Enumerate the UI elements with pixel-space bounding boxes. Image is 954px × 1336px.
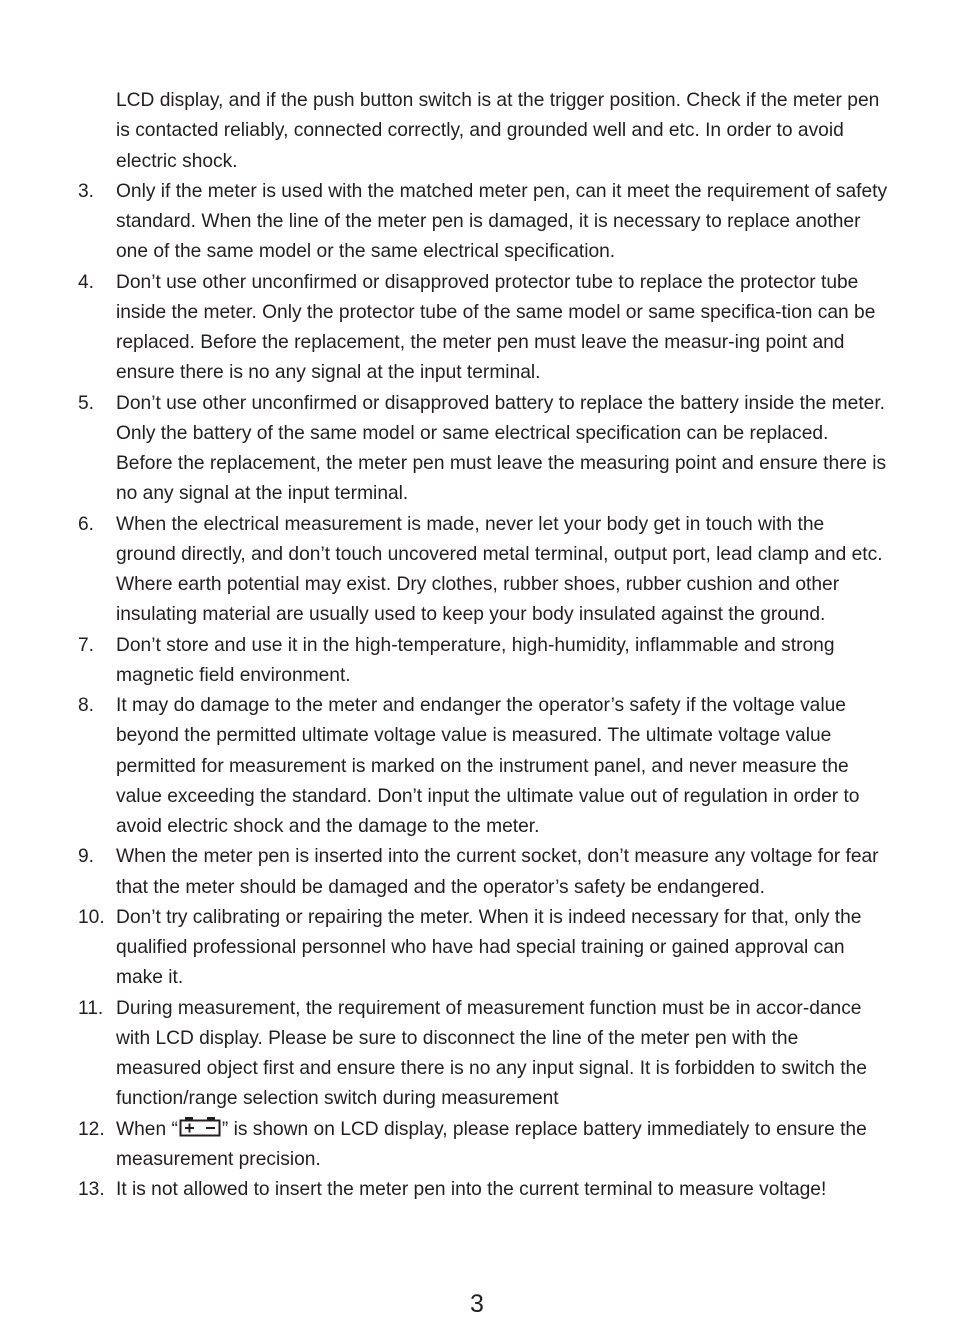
item-text: Only if the meter is used with the matched meter pen, can it meet the requirement of safety standard. When the line of the meter pen is damaged, it is necessary to replace another one of the same model or the same electrical specification. — [116, 180, 888, 263]
safety-instructions — [78, 86, 888, 1205]
item-text: Don’t use other unconfirmed or disapproved protector tube to replace the protector tube inside the meter. Only the protector tube of the same model or same specifica-tion can be replaced. Before the replacement, the meter pen must leave the measur-ing point and ensure there is no any signal at the input terminal. — [116, 271, 876, 384]
item-number: 10. — [78, 906, 105, 928]
list-item — [78, 177, 888, 268]
list-item — [78, 389, 888, 510]
item-text: Don’t store and use it in the high-temperature, high-humidity, inflammable and strong magnetic field environment. — [116, 634, 835, 686]
item-number: 6. — [78, 513, 95, 535]
item-number: 12. — [78, 1118, 105, 1140]
battery-icon — [179, 1117, 221, 1137]
list-item — [78, 510, 888, 631]
list-item — [78, 1115, 888, 1176]
list-item — [78, 1175, 888, 1205]
item-number: 8. — [78, 695, 95, 716]
continued-paragraph: LCD display, and if the push button switch is at the trigger position. Check if the meter pen is contacted reliably, connected correctly, and grounded well and etc. In order to avoid electric shock. — [116, 90, 880, 172]
item-text: Don’t try calibrating or repairing the meter. When it is indeed necessary for that, only the qualified professional personnel who have had special training or gained approval can make it. — [116, 906, 862, 989]
item-text: When the meter pen is inserted into the current socket, don’t measure any voltage for fear that the meter should be damaged and the operator’s safety be endangered. — [116, 846, 879, 898]
item-text: Don’t use other unconfirmed or disapproved battery to replace the battery inside the meter. Only the battery of the same model or same electrical specification can be replaced. Before the replacement, the meter pen must leave the measuring point and ensure there is no any signal at the input terminal. — [116, 392, 887, 505]
list-item — [78, 691, 888, 842]
item-number: 7. — [78, 634, 95, 656]
item-text: It may do damage to the meter and endanger the operator’s safety if the voltage value beyond the permitted ultimate voltage value is measured. The ultimate voltage value permitted for measurement is marked on the instrument panel, and never measure the value exceeding the standard. Don’t input the ultimate value out of regulation in order to avoid electric shock and the damage to the meter. — [116, 695, 860, 837]
item-text: During measurement, the requirement of measurement function must be in accor-dance with LCD display. Please be sure to disconnect the line of the meter pen with the measured object first and ensure there is no any input signal. It is forbidden to switch the function/range selection switch during measurement — [116, 997, 867, 1110]
item-number: 13. — [78, 1179, 105, 1200]
item-text: When “ — [116, 1118, 178, 1140]
item-text: ” is shown on LCD display, please replace battery immediately to ensure the measurement precision. — [116, 1118, 867, 1170]
item-text: It is not allowed to insert the meter pen into the current terminal to measure voltage! — [116, 1179, 827, 1200]
list-item — [78, 842, 888, 903]
list-item — [78, 994, 888, 1115]
item-number: 5. — [78, 392, 95, 414]
page-number: 3 — [470, 1290, 484, 1318]
list-item — [78, 631, 888, 692]
item-text: When the electrical measurement is made, never let your body get in touch with the ground directly, and don’t touch uncovered metal terminal, output port, lead clamp and etc. Where earth potential may exist. Dry clothes, rubber shoes, rubber cushion and other insulating material are usually used to keep your body insulated against the ground. — [116, 513, 883, 626]
item-number: 3. — [78, 180, 95, 202]
list-item — [78, 268, 888, 389]
item-number: 4. — [78, 271, 95, 293]
list-item — [78, 903, 888, 994]
item-number: 11. — [78, 997, 104, 1019]
item-number: 9. — [78, 846, 95, 868]
